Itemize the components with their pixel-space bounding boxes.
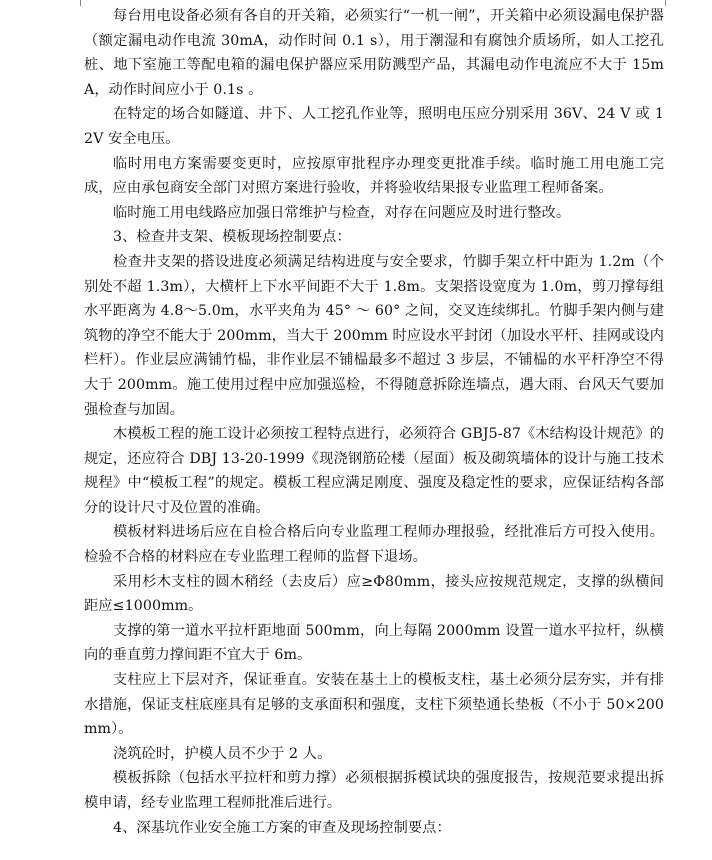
- section-heading-4: 4、深基坑作业安全施工方案的审查及现场控制要点：: [113, 819, 451, 836]
- paragraph-scaffold-requirements: 检查井支架的搭设进度必须满足结构进度与安全要求，竹脚手架立杆中距为 1.2m（个别处不超 1.3m），大横杆上下水平间距不大于 1.8m。支架搭设宽度为 1.0m，剪刀撑每组水平距离为 4.8～5.0m，水平夹角为 45° ～ 60° 之间，交叉连续绑扎。竹脚手架内侧与建筑物的净空不能大于 200mm，当大于 200mm 时应设水平封闭（加设水平杆、挂网或设内栏杆）。作业层应满铺竹榀，非作业层不铺榀最多不超过 3 步层，不铺榀的水平杆净空不得大于 200mm。施工使用过程中应加强巡检，不得随意拆除连墙点，遇大雨、台风天气要加强检查与加固。: [84, 253, 665, 418]
- paragraph-plan-change: 临时用电方案需要变更时，应按原审批程序办理变更批准手续。临时施工用电施工完成，应由承包商安全部门对照方案进行验收，并将验收结果报专业监理工程师备案。: [84, 155, 664, 197]
- paragraph-support-alignment: 支柱应上下层对齐，保证垂直。安装在基土上的模板支柱，基土必须分层夯实，并有排水措施，保证支柱底座具有足够的支承面积和强度，支柱下须垫通长垫板（不小于 50×200mm）。: [84, 672, 664, 738]
- paragraph-pouring-staff: 浇筑砼时，护模人员不少于 2 人。: [113, 745, 332, 762]
- paragraph-timber-support: 采用杉木支柱的圆木稍经（去皮后）应≥Φ80mm，接头应按规范规定，支撑的纵横间距应≤1000mm。: [84, 573, 664, 615]
- paragraph-safety-voltage: 在特定的场合如隧道、井下、人工挖孔作业等，照明电压应分别采用 36V、24 V 或 12V 安全电压。: [84, 106, 664, 147]
- left-margin-marker: [80, 0, 81, 6]
- paragraph-line-maintenance: 临时施工用电线路应加强日常维护与检查，对存在问题应及时进行整改。: [113, 204, 571, 221]
- paragraph-material-inspection: 模板材料进场后应在自检合格后向专业监理工程师办理报验，经批准后方可投入使用。检验不合格的材料应在专业监理工程师的监督下退场。: [84, 524, 664, 566]
- paragraph-formwork-design: 木模板工程的施工设计必须按工程特点进行，必须符合 GBJ5-87《木结构设计规范》的规定，还应符合 DBJ 13-20-1999《现浇钢筋砼楼（屋面）板及砌筑墙体的设计与施工技术规程》中“模板工程”的规定。模板工程应满足刚度、强度及稳定性的要求，应保证结构各部分的设计尺寸及位置的准确。: [84, 426, 664, 516]
- right-margin-marker: [665, 0, 666, 6]
- paragraph-leakage-protector: 每台用电设备必须有各自的开关箱，必须实行“一机一闸”，开关箱中必须设漏电保护器（额定漏电动作电流 30mA，动作时间 0.1 s），用于潮湿和有腐蚀介质场所，如人工挖孔桩、地下室施工等配电箱的漏电保护器应采用防溅型产品，其漏电动作电流应不大于 15mA，动作时间应小于 0.1s 。: [84, 8, 664, 98]
- paragraph-horizontal-tie: 支撑的第一道水平拉杆距地面 500mm，向上每隔 2000mm 设置一道水平拉杆，纵横向的垂直剪力撑间距不宜大于 6m。: [84, 622, 664, 664]
- paragraph-formwork-removal: 模板拆除（包括水平拉杆和剪力撑）必须根据拆模试块的强度报告，按规范要求提出拆模申请，经专业监理工程师批准后进行。: [84, 770, 664, 811]
- section-heading-3: 3、检查井支架、模板现场控制要点：: [113, 229, 351, 246]
